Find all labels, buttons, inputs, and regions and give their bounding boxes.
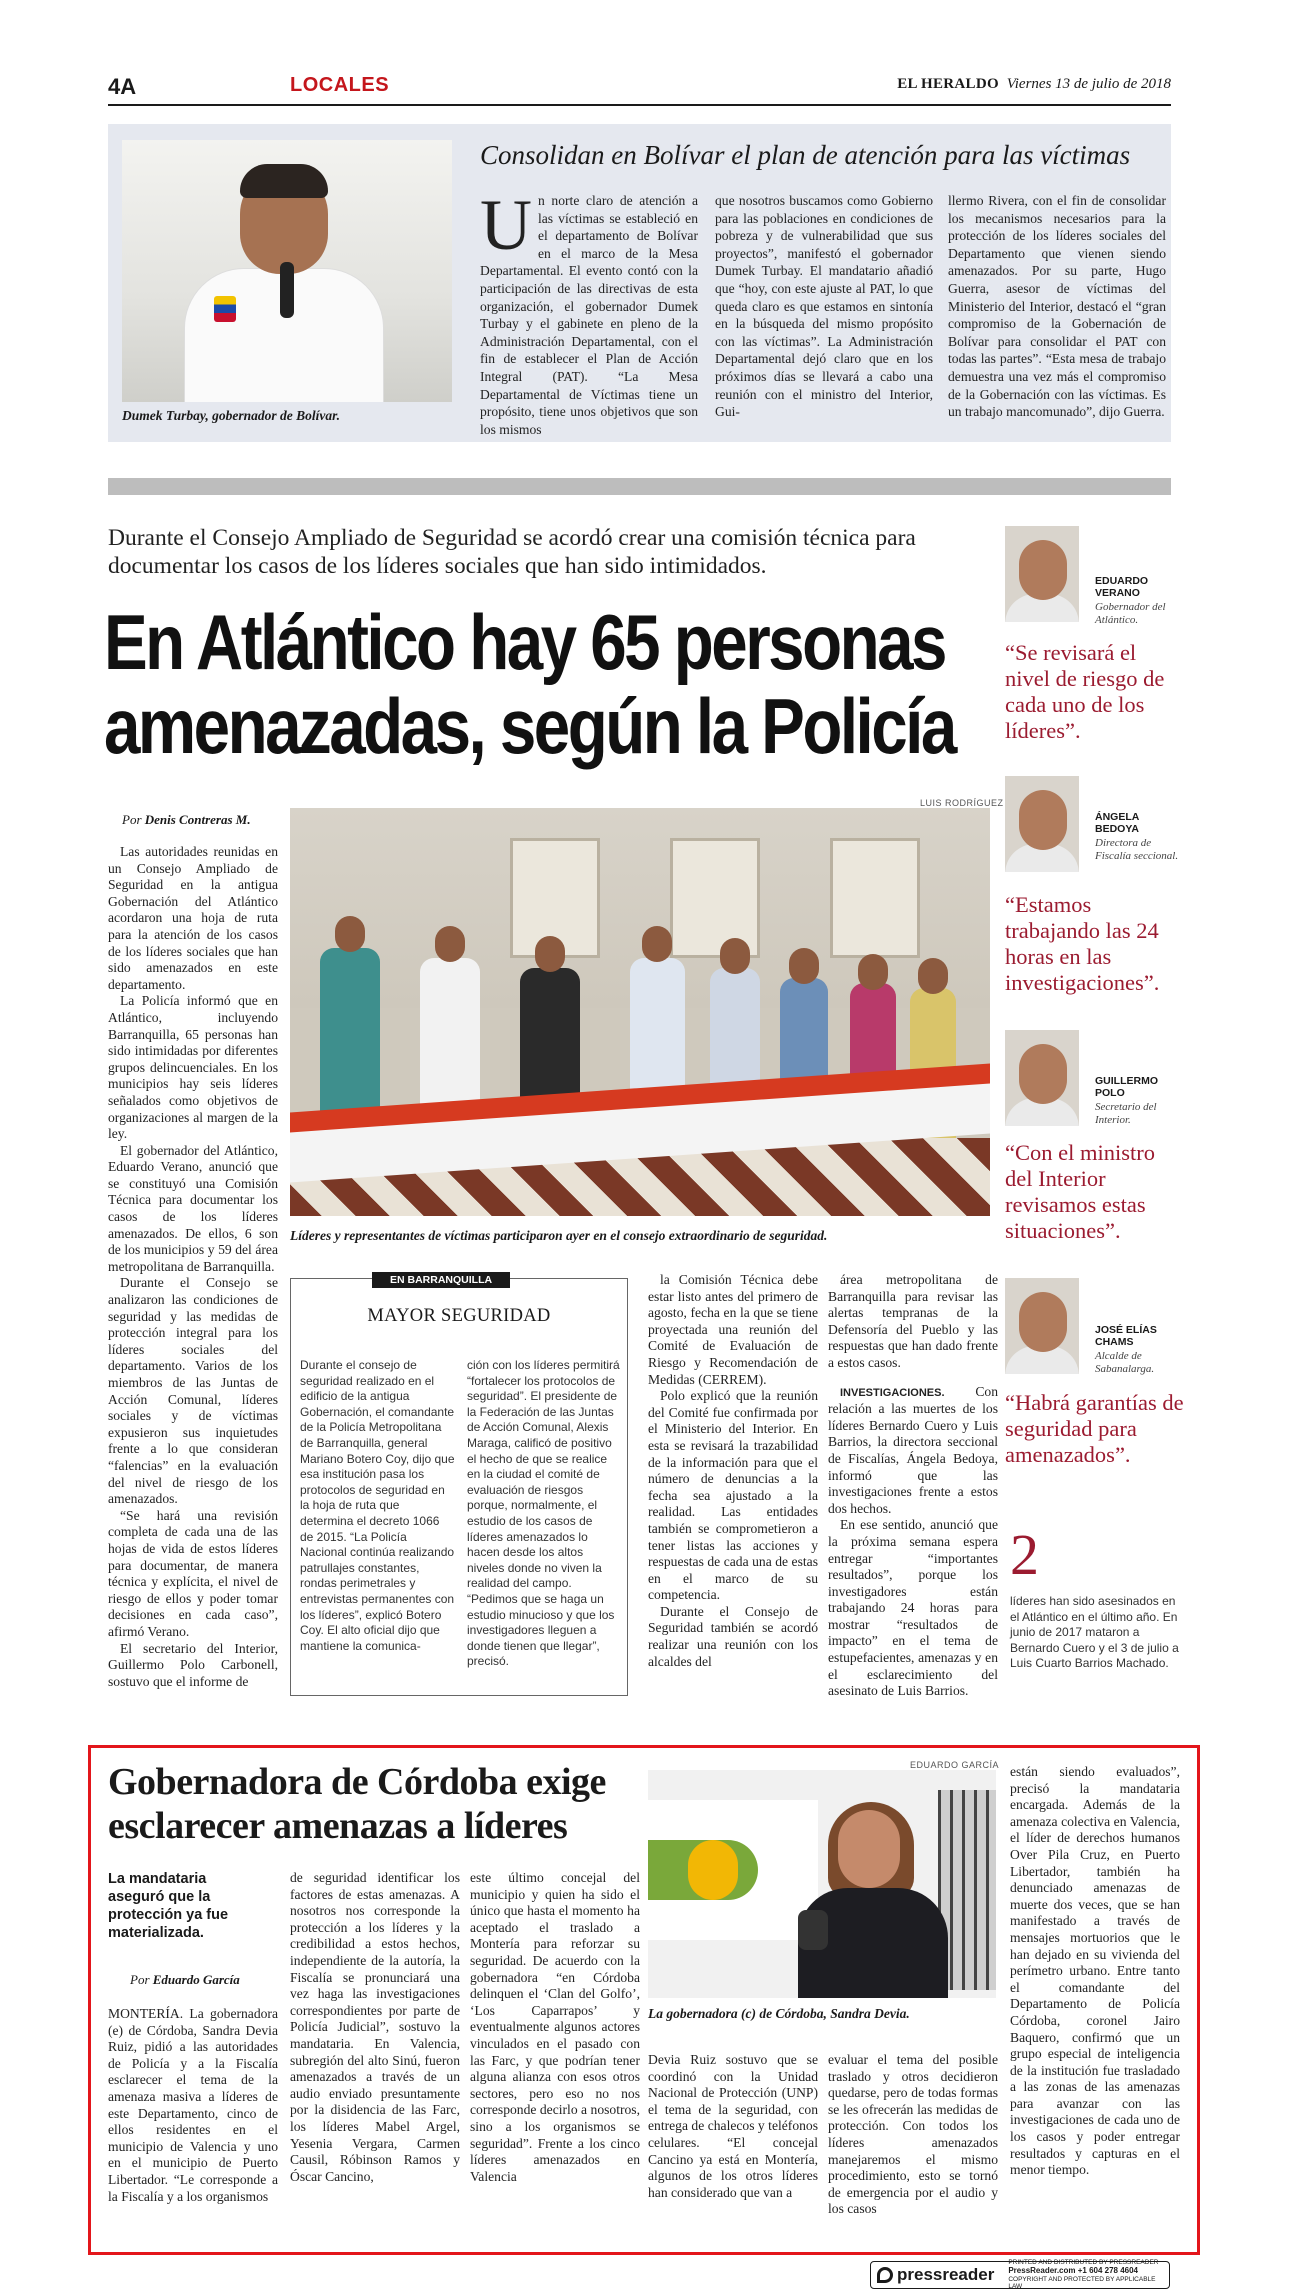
section-divider	[108, 478, 1171, 495]
paragraph: La Policía informó que en Atlántico, incluyendo Barranquilla, 65 personas han sido intimidadas por diferentes grupos delincuenciales. En los municipios hay seis líderes señalados como objetivos de organizaciones al margen de la ley.	[108, 993, 278, 1142]
quote-photo-polo	[1005, 1030, 1079, 1126]
header-rule	[108, 104, 1171, 106]
pressreader-badge[interactable]	[870, 2261, 1170, 2289]
quote-role: Directora de Fiscalía seccional.	[1095, 837, 1179, 862]
main-story-column-3	[828, 1272, 998, 1700]
quote-role: Alcalde de Sabanalarga.	[1095, 1350, 1155, 1375]
section-label: LOCALES	[290, 74, 390, 96]
dropcap: U	[480, 185, 532, 265]
quote-photo-verano	[1005, 526, 1079, 622]
top-story-headline: Consolidan en Bolívar el plan de atención para las víctimas	[480, 140, 1131, 170]
main-story-column-2	[648, 1272, 818, 1670]
quote-text: “Con el ministro del Interior revisamos estas situaciones”.	[1005, 1140, 1155, 1243]
pressreader-icon	[877, 2267, 893, 2283]
main-story-deck: Durante el Consejo Ampliado de Seguridad se acordó crear una comisión técnica para documentar los casos de los líderes sociales que han sido intimidados.	[108, 525, 916, 579]
quote-name: JOSÉ ELÍAS CHAMS	[1095, 1324, 1157, 1348]
paragraph: Con relación a las muertes de los líderes Bernardo Cuero y Luis Barrios, la directora seccional de Fiscalías, Ángela Bedoya, informó que las investigaciones frente a estos dos hechos.	[828, 1383, 998, 1516]
sidebar-tag: EN BARRANQUILLA	[372, 1272, 510, 1288]
quote-text: “Habrá garantías de seguridad para amenazados”.	[1005, 1390, 1184, 1467]
paragraph: la Comisión Técnica debe estar listo antes del primero de agosto, fecha en la que se tiene proyectada una reunión del Comité de Evaluación de Riesgo y Recomendación de Medidas (CERREM).	[648, 1272, 818, 1387]
paragraph: Durante el Consejo de Seguridad también se acordó realizar una reunión con los alcaldes del	[648, 1603, 818, 1669]
main-story-photo	[290, 808, 990, 1216]
bottom-story-column-3: este último concejal del municipio y quien ha sido el único que hasta el momento ha aceptado el traslado a Montería para reforzar su seguridad. De acuerdo con la gobernadora “en Córdoba delinquen el ‘Clan del Golfo’, ‘Los Caparrapos’ y eventualmente algunos actores vinculados en el pasado con las Farc, y que podrían tener alguna alianza con esos otros sectores, pero eso no nos corresponde decirlo a nosotros, sino a los organismos se seguridad”. Frente a los cinco líderes amenazados en Valencia	[470, 1870, 640, 2184]
author-name: Denis Contreras M.	[144, 812, 251, 827]
paragraph: El gobernador del Atlántico, Eduardo Verano, anunció que se constituyó una Comisión Técnica para documentar los casos de los líderes amenazados. De ellos, 6 son de los municipios y 59 del área metropolitana de Barranquilla.	[108, 1142, 278, 1274]
main-photo-caption: Líderes y representantes de víctimas participaron ayer en el consejo extraordinario de seguridad.	[290, 1228, 828, 1243]
top-story-column-2: que nosotros buscamos como Gobierno para las poblaciones en condiciones de pobreza y de vulnerabilidad que sus proyectos”, manifestó el gobernador Dumek Turbay. El mandatario añadió que “hoy, con este ajuste al PAT, lo que queda claro es que estamos en sintonía en la búsqueda del mismo propósito con las víctimas”. La Administración Departamental dejó claro que en los próximos días se llevará a cabo una reunión con el ministro del Interior, Gui-	[715, 193, 933, 420]
quote-photo-bedoya	[1005, 776, 1079, 872]
subhead: INVESTIGACIONES.	[840, 1386, 945, 1399]
stat-text: líderes han sido asesinados en el Atlántico en el último año. En junio de 2017 mataron a Bernardo Cuero y el 3 de julio a Luis Cuarto Barrios Machado.	[1010, 1594, 1179, 1671]
stat-number: 2	[1010, 1522, 1039, 1587]
masthead	[897, 76, 1171, 93]
paragraph: En ese sentido, anunció que la próxima semana espera entregar “importantes resultados”, porque los investigadores están trabajando 24 horas para mostrar “resultados de impacto” en el tema de estupefacientes, amenazas y en el esclarecimiento del asesinato de Luis Barrios.	[828, 1517, 998, 1699]
bottom-story-column-4: Devia Ruiz sostuvo que se coordinó con la Unidad Nacional de Protección (UNP) el tema de la seguridad, con entrega de chalecos y teléfonos celulares. “El concejal Cancino ya está en Montería, algunos de los otros líderes han considerado que van a	[648, 2052, 818, 2200]
page-number: 4A	[108, 74, 137, 99]
quote-photo-chams	[1005, 1278, 1079, 1374]
paragraph: Durante el Consejo se analizaron las condiciones de seguridad y las medidas de protección integral para los líderes sociales del departamento. Varios de los miembros de las Juntas de Acción Comunal, líderes sociales y de víctimas expusieron sus inquietudes frente a lo que consideran “falencias” en la evaluación del nivel de riesgo de los amenazados.	[108, 1275, 278, 1507]
quote-text: “Se revisará el nivel de riesgo de cada uno de los líderes”.	[1005, 640, 1165, 743]
newspaper-name: EL HERALDO	[897, 76, 999, 92]
top-story-text-1: n norte claro de atención a las víctimas se estableció en el departamento de Bolívar en el marco de la Mesa Departamental. El evento contó con la participación de las directivas de esta organización, el gobernador Dumek Turbay y el gabinete en pleno de la Administración Departamental, con el fin de establecer el Plan de Acción Integral (PAT). “La Mesa Departamental de Víctimas tiene un propósito, tiene unos objetivos que son los mismos	[480, 193, 698, 437]
quote-role: Secretario del Interior.	[1095, 1101, 1157, 1126]
sidebar-column-2: ción con los líderes permitirá “fortalecer los protocolos de seguridad”. El presidente de la Federación de las Juntas de Acción Comunal, Alexis Maraga, calificó de positivo el hecho de que se realice en la ciudad el comité de evaluación de riesgos porque, normalmente, el estudio de los casos de líderes amenazados lo hacen desde los altos niveles donde no viven la realidad del campo. “Pedimos que se haga un estudio minucioso y que los investigadores lleguen a donde tienen que llegar”, precisó.	[467, 1358, 620, 1669]
pressreader-logo: pressreader	[877, 2265, 994, 2285]
quote-text: “Estamos trabajando las 24 horas en las investigaciones”.	[1005, 892, 1160, 995]
headline-line-1: En Atlántico hay 65 personas	[104, 598, 945, 686]
top-story-photo	[122, 140, 452, 402]
main-story-byline: Por Denis Contreras M.	[122, 812, 251, 827]
top-story-column-1	[480, 185, 698, 438]
pressreader-notice: PRINTED AND DISTRIBUTED BY PRESSREADER PressReader.com +1 604 278 4604 COPYRIGHT AND PROTECTED BY APPLICABLE LAW	[1008, 2259, 1159, 2291]
bottom-story-byline: Por Eduardo García	[130, 1972, 240, 1987]
quote-role: Gobernador del Atlántico.	[1095, 601, 1166, 626]
sidebar-column-1: Durante el consejo de seguridad realizado en el edificio de la antigua Gobernación, el comandante de la Policía Metropolitana de Barranquilla, general Mariano Botero Coy, dijo que esa institución pasa los protocolos de seguridad en la hoja de ruta que determina el decreto 1066 de 2015. “La Policía Nacional continúa realizando patrullajes constantes, rondas perimetrales y entrevistas permanentes con los líderes”, explicó Botero Coy. El alto oficial dijo que mantiene la comunica-	[300, 1358, 455, 1653]
paragraph: Las autoridades reunidas en un Consejo Ampliado de Seguridad en la antigua Gobernación del Atlántico acordaron una hoja de ruta para la atención de los casos de los líderes sociales que han sido amenazados en este departamento.	[108, 844, 278, 992]
paragraph: Polo explicó que la reunión del Comité fue confirmada por el Ministerio del Interior. En esta se revisará la trazabilidad de la información para que el número de denuncias a la fecha sea ajustado a la realidad. Las entidades también se comprometieron a tener listas las acciones y respuestas de cada una de estas en el marco de su competencia.	[648, 1388, 818, 1603]
quote-name: GUILLERMO POLO	[1095, 1075, 1158, 1099]
top-story-column-3: llermo Rivera, con el fin de consolidar los mecanismos necesarios para la protección de los líderes sociales del Departamento que vienen siendo amenazados. Por su parte, Hugo Guerra, asesor de víctimas del Ministerio del Interior, destacó el “gran compromiso de la Gobernación de Bolívar para consolidar el PAT con todas las partes”. “Esta mesa de trabajo demuestra una vez más el compromiso de la Gobernación con las víctimas. Es un trabajo mancomunado”, dijo Guerra.	[948, 193, 1166, 420]
paragraph: área metropolitana de Barranquilla para revisar las alertas tempranas de la Defensoría del Pueblo y las respuestas que han dado frente a estos casos.	[828, 1272, 998, 1370]
bottom-story-column-5: evaluar el tema del posible traslado y otros decidieron quedarse, pero de todas formas se les ofrecerán las medidas de protección. Con todos los líderes amenazados manejaremos el mismo procedimiento, esto se tornó de emergencia por el audio y los casos	[828, 2052, 998, 2217]
bottom-story-column-2: de seguridad identificar los factores de estas amenazas. A nosotros nos corresponde la protección a los líderes y la credibilidad a estos hechos, independiente de la autoría, la Fiscalía se pronunciará una vez haga las investigaciones correspondientes por parte de Policía Judicial”, sostuvo la mandataria. En Valencia, subregión del alto Sinú, fueron amenazados a través de un audio enviado presuntamente por la disidencia de las Farc, los líderes Mabel Argel, Yesenia Vergara, Carmen Causil, Róbinson Ramos y Óscar Cancino,	[290, 1870, 460, 2184]
issue-date: Viernes 13 de julio de 2018	[1006, 76, 1171, 92]
main-photo-credit: LUIS RODRÍGUEZ	[920, 798, 1004, 808]
bottom-story-headline: Gobernadora de Córdoba exige esclarecer amenazas a líderes	[108, 1761, 606, 1847]
bottom-story-column-6: están siendo evaluados”, precisó la mandataria encargada. Además de la amenaza colectiva en Valencia, el líder de derechos humanos Over Pila Cruz, en Puerto Libertador, también ha denunciado amenazas de muerte dos veces, que se han manifestado a través de mensajes mortuorios que le han dejado en su vivienda del perímetro urbano. Entre tanto el comandante del Departamento de Policía Córdoba, coronel Jairo Baquero, confirmó que un grupo especial de inteligencia de la institución fue trasladado a las zonas de las amenazas para avanzar con las investigaciones de cada uno de los casos y poder entregar resultados y capturas en el menor tiempo.	[1010, 1764, 1180, 2178]
quote-name: ÁNGELA BEDOYA	[1095, 811, 1139, 835]
main-story-column-1	[108, 844, 278, 1690]
main-story-headline	[104, 598, 955, 770]
bottom-story-photo	[648, 1770, 996, 1998]
top-story-caption: Dumek Turbay, gobernador de Bolívar.	[122, 408, 341, 423]
paragraph: El secretario del Interior, Guillermo Polo Carbonell, sostuvo que el informe de	[108, 1640, 278, 1689]
bottom-story-column-1: MONTERÍA. La gobernadora (e) de Córdoba, Sandra Devia Ruiz, pidió a las autoridades de Policía y a la Fiscalía esclarecer el tema de la amenaza masiva a líderes de este Departamento, cinco de ellos residentes en el municipio de Valencia y uno en el municipio de Puerto Libertador. “Le corresponde a la Fiscalía y a los organismos	[108, 2006, 278, 2204]
author-name: Eduardo García	[152, 1972, 240, 1987]
quote-name: EDUARDO VERANO	[1095, 575, 1149, 599]
bottom-story-deck: La mandataria aseguró que la protección ya fue materializada.	[108, 1871, 229, 1941]
bottom-photo-caption: La gobernadora (c) de Córdoba, Sandra Devia.	[648, 2006, 910, 2021]
paragraph: “Se hará una revisión completa de cada una de las hojas de vida de estos líderes para documentar, de manera técnica y explícita, el nivel de riesgo de ellos y poder tomar decisiones en cada caso”, afirmó Verano.	[108, 1507, 278, 1639]
bottom-photo-credit: EDUARDO GARCÍA	[910, 1760, 1000, 1770]
sidebar-title: MAYOR SEGURIDAD	[367, 1306, 551, 1326]
headline-line-2: amenazadas, según la Policía	[104, 682, 955, 770]
